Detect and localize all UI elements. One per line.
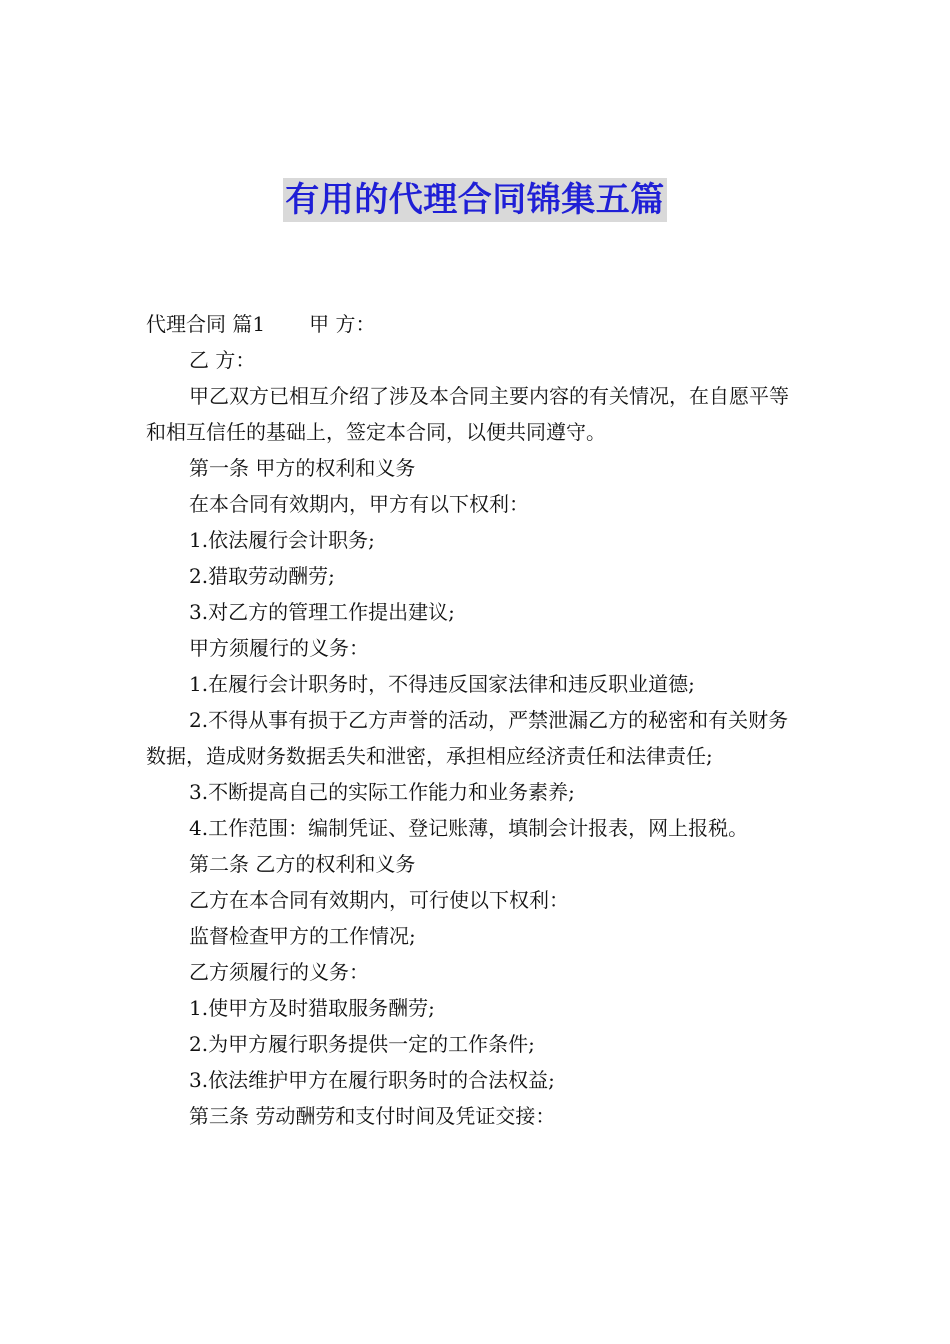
article-heading: 第一条 甲方的权利和义务 — [189, 456, 416, 480]
list-item: 4.工作范围：编制凭证、登记账薄，填制会计报表，网上报税。 — [189, 816, 749, 840]
first-line — [146, 306, 808, 342]
list-item: 1.在履行会计职务时，不得违反国家法律和违反职业道德; — [189, 672, 695, 696]
paragraph: 乙方须履行的义务： — [189, 960, 369, 984]
list-item: 2.猎取劳动酬劳; — [189, 564, 335, 588]
paragraph: 在本合同有效期内，甲方有以下权利： — [189, 492, 529, 516]
paragraph: 乙方在本合同有效期内，可行使以下权利： — [189, 888, 569, 912]
paragraph: 乙 方： — [189, 348, 256, 372]
article-heading: 第二条 乙方的权利和义务 — [189, 852, 416, 876]
list-item: 2.不得从事有损于乙方声誉的活动，严禁泄漏乙方的秘密和有关财务数据，造成财务数据丢失和泄密，承担相应经济责任和法律责任; — [146, 708, 789, 768]
paragraph: 监督检查甲方的工作情况; — [189, 924, 416, 948]
list-item: 3.不断提高自己的实际工作能力和业务素养; — [189, 780, 575, 804]
party-a-label: 甲 方： — [309, 312, 376, 336]
document-body — [146, 306, 808, 1134]
document-title — [0, 178, 950, 222]
paragraph: 甲乙双方已相互介绍了涉及本合同主要内容的有关情况，在自愿平等和相互信任的基础上，签定本合同，以便共同遵守。 — [146, 384, 789, 444]
list-item: 3.对乙方的管理工作提出建议; — [189, 600, 455, 624]
list-item: 2.为甲方履行职务提供一定的工作条件; — [189, 1032, 535, 1056]
document-title-text: 有用的代理合同锦集五篇 — [285, 180, 665, 220]
article-heading: 第三条 劳动酬劳和支付时间及凭证交接： — [189, 1104, 556, 1128]
list-item: 1.使甲方及时猎取服务酬劳; — [189, 996, 435, 1020]
list-item: 1.依法履行会计职务; — [189, 528, 375, 552]
paragraph: 甲方须履行的义务： — [189, 636, 369, 660]
section-heading: 代理合同 篇1 — [146, 312, 266, 336]
list-item: 3.依法维护甲方在履行职务时的合法权益; — [189, 1068, 555, 1092]
